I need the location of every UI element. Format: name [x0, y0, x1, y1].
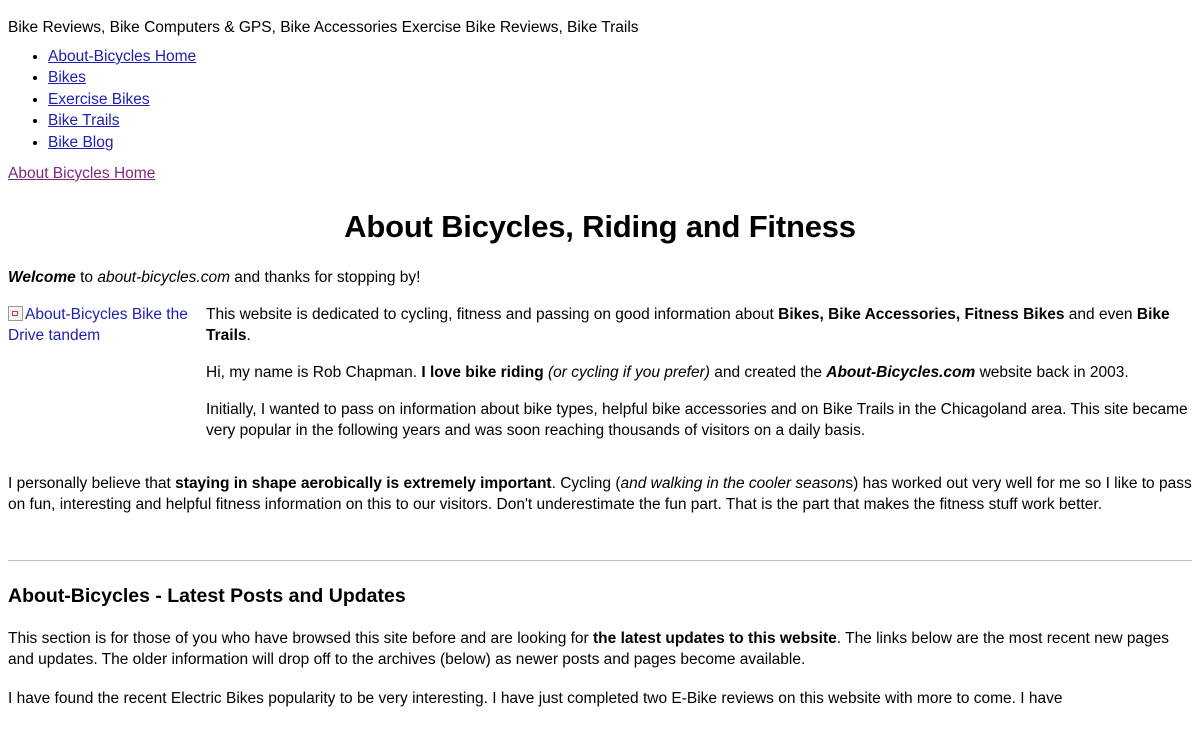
belief-italic: and walking in the cooler season [620, 474, 846, 492]
broken-image-placeholder [8, 305, 198, 347]
welcome-paragraph [8, 268, 1192, 289]
intro-p2-a: Hi, my name is Rob Chapman. [206, 364, 422, 382]
section-divider [8, 560, 1192, 561]
intro-p1-bold-topics: Bikes, Bike Accessories, Fitness Bikes [778, 306, 1065, 324]
belief-c: . Cycling ( [551, 474, 621, 492]
intro-paragraph-1 [206, 305, 1192, 347]
welcome-site-name: about-bicycles.com [97, 269, 230, 287]
nav-link-bikes[interactable]: Bikes [48, 69, 86, 87]
nav-link-about-bicycles-home[interactable]: About-Bicycles Home [48, 47, 197, 65]
nav-item-exercise-bikes[interactable] [48, 90, 1192, 111]
belief-paragraph [8, 474, 1192, 516]
intro-p1-bold-trails: Bike Trails [206, 306, 1170, 345]
intro-p2-d: and created the [709, 364, 827, 382]
site-tagline: Bike Reviews, Bike Computers & GPS, Bike Accessories Exercise Bike Reviews, Bike Trails [8, 19, 639, 36]
intro-p1-e: . [246, 327, 251, 345]
nav-item-bike-blog[interactable] [48, 133, 1192, 154]
nav-item-bikes[interactable] [48, 68, 1192, 89]
intro-p1-a: This website is dedicated to cycling, fitness and passing on good information about [206, 306, 779, 324]
broken-image-alt-text: About-Bicycles Bike the Drive tandem [8, 306, 188, 345]
latest-posts-heading: About-Bicycles - Latest Posts and Updates [8, 584, 406, 607]
intro-p2-site-name: About-Bicycles.com [826, 364, 976, 382]
latest-p1-bold: the latest updates to this website [593, 629, 837, 647]
latest-p1-c: . The links below are the most recent new pages and updates. The older information will drop off to the archives (below) as newer posts and pages become available. [8, 629, 1170, 668]
welcome-mid: to [75, 269, 98, 287]
nav-item-bike-trails[interactable] [48, 111, 1192, 132]
belief-a: I personally believe that [8, 474, 176, 492]
belief-bold: staying in shape aerobically is extremely important [175, 474, 552, 492]
latest-paragraph-1 [8, 629, 1192, 671]
nav-link-bike-trails[interactable]: Bike Trails [48, 112, 120, 130]
broken-image-icon [8, 306, 23, 321]
intro-p2-f: website back in 2003. [975, 364, 1129, 382]
intro-p2-bold-love: I love bike riding [421, 364, 544, 382]
welcome-end: and thanks for stopping by! [230, 269, 421, 287]
intro-p2-italic-aside: (or cycling if you prefer) [543, 364, 710, 382]
intro-block [8, 305, 1192, 458]
nav-link-bike-blog[interactable]: Bike Blog [48, 133, 114, 151]
breadcrumb [8, 164, 1192, 185]
breadcrumb-link-about-bicycles-home[interactable]: About Bicycles Home [8, 164, 156, 182]
latest-paragraph-2: I have found the recent Electric Bikes popularity to be very interesting. I have just completed two E-Bike reviews on this website with more to come. I have [8, 689, 1063, 707]
intro-p1-c: and even [1064, 306, 1137, 324]
main-navigation [8, 47, 1192, 154]
nav-item-about-bicycles-home[interactable] [48, 47, 1192, 68]
welcome-bold: Welcome [8, 269, 76, 287]
intro-paragraph-3: Initially, I wanted to pass on information about bike types, helpful bike accessories and on Bike Trails in the Chicagoland area. This site became very popular in the following years and was soon reaching thousands of visitors on a daily basis. [206, 400, 1188, 439]
intro-paragraph-2 [8, 363, 1192, 384]
page-title: About Bicycles, Riding and Fitness [344, 209, 856, 245]
nav-link-exercise-bikes[interactable]: Exercise Bikes [48, 90, 150, 108]
latest-p1-a: This section is for those of you who have browsed this site before and are looking for [8, 629, 594, 647]
belief-e: s) has worked out very well for me so I like to pass on fun, interesting and helpful fitness information on this to our visitors. Don't underestimate the fun part. That is the part that makes the fitness stuff work better. [8, 474, 1192, 513]
